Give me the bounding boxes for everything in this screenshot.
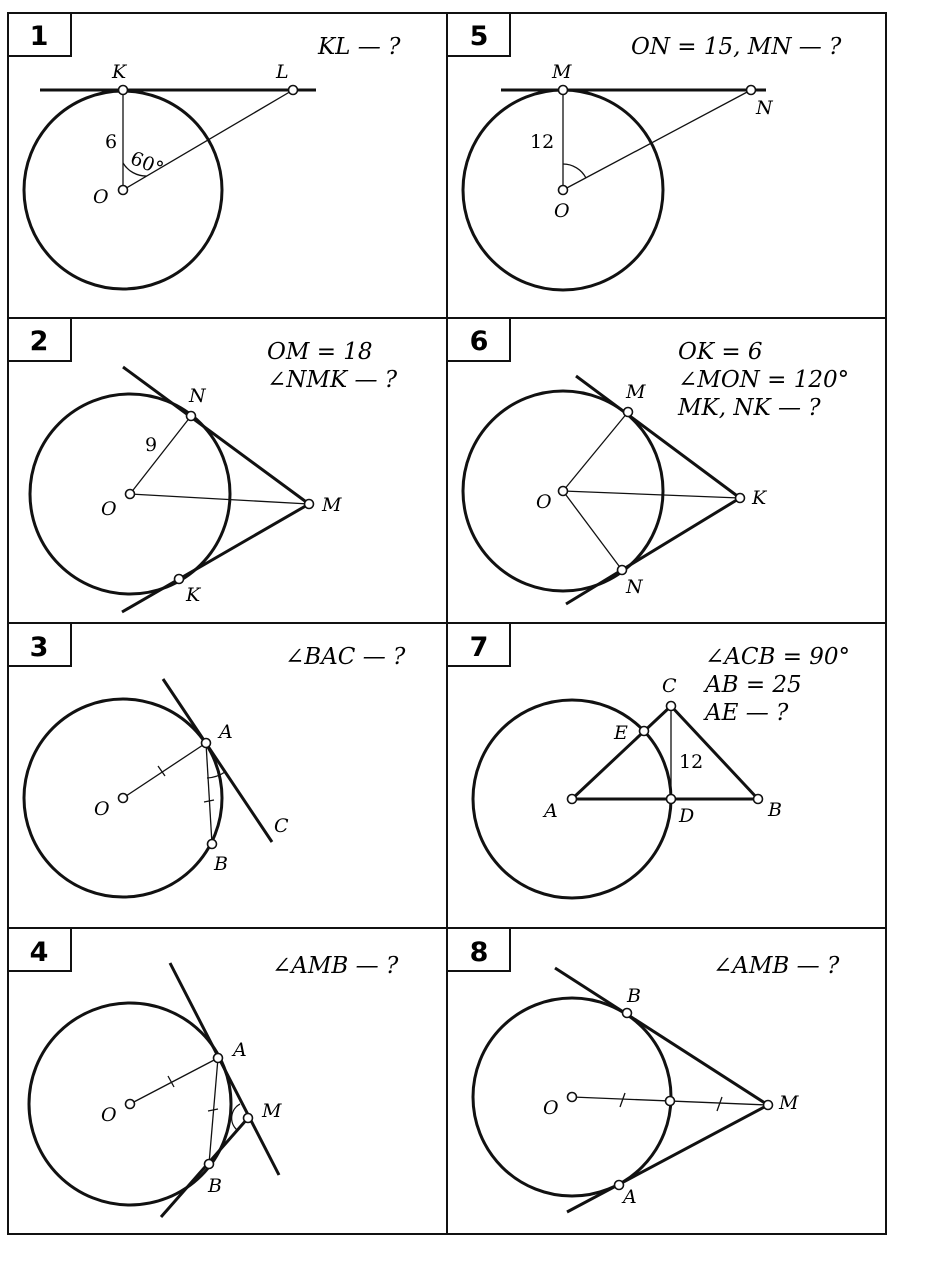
label-N: N bbox=[189, 385, 206, 407]
problem-6 bbox=[447, 318, 849, 604]
angle-arc bbox=[563, 164, 586, 178]
problem-number: 7 bbox=[469, 632, 489, 663]
label-O: O bbox=[94, 798, 110, 820]
task-line: ∠AMB — ? bbox=[272, 953, 399, 979]
point-O bbox=[568, 1093, 577, 1102]
radius-OM bbox=[563, 412, 628, 491]
label-K: K bbox=[752, 487, 767, 509]
chord-AB bbox=[206, 743, 212, 844]
point-M bbox=[764, 1101, 773, 1110]
label-O: O bbox=[93, 186, 109, 208]
task-line: KL — ? bbox=[318, 34, 401, 60]
tangent-B bbox=[161, 1118, 248, 1217]
segment-OK bbox=[563, 491, 740, 498]
point-O bbox=[119, 794, 128, 803]
tangent-MB bbox=[555, 968, 768, 1105]
radius-ON bbox=[563, 491, 622, 570]
label-B: B bbox=[214, 853, 228, 875]
problem-number: 2 bbox=[29, 326, 49, 357]
label-M: M bbox=[779, 1092, 799, 1114]
point-K bbox=[175, 575, 184, 584]
tangent-KN bbox=[566, 498, 740, 604]
label-C: C bbox=[274, 815, 289, 837]
point-K bbox=[119, 86, 128, 95]
point-O bbox=[119, 186, 128, 195]
problem-4 bbox=[8, 928, 399, 1217]
point-O bbox=[126, 490, 135, 499]
label-B: B bbox=[627, 985, 641, 1007]
label-C: C bbox=[662, 675, 677, 697]
label-D: D bbox=[679, 805, 695, 827]
point-E bbox=[640, 727, 649, 736]
label-M: M bbox=[626, 381, 646, 403]
point-mid bbox=[666, 1097, 675, 1106]
point-B bbox=[754, 795, 763, 804]
point-C bbox=[667, 702, 676, 711]
angle-arc bbox=[207, 772, 225, 778]
task-line: ON = 15, MN — ? bbox=[631, 34, 842, 60]
point-O bbox=[126, 1100, 135, 1109]
problem-2 bbox=[8, 318, 398, 612]
task-line-3: MK, NK — ? bbox=[678, 395, 821, 421]
task-line-2: ∠NMK — ? bbox=[267, 367, 398, 393]
point-N bbox=[187, 412, 196, 421]
angle-arc bbox=[232, 1104, 240, 1130]
problem-8 bbox=[447, 928, 840, 1212]
label-A: A bbox=[219, 721, 233, 743]
point-D bbox=[667, 795, 676, 804]
label-K: K bbox=[112, 61, 127, 83]
problem-number: 3 bbox=[29, 632, 49, 663]
point-L bbox=[289, 86, 298, 95]
point-N bbox=[747, 86, 756, 95]
segment-OM bbox=[130, 494, 309, 504]
task-line-1: OM = 18 bbox=[267, 339, 373, 365]
problem-5 bbox=[447, 13, 842, 290]
tick-1 bbox=[620, 1093, 625, 1107]
problem-number: 1 bbox=[29, 21, 49, 52]
point-A bbox=[568, 795, 577, 804]
point-B bbox=[205, 1160, 214, 1169]
angle-value: 60° bbox=[127, 147, 167, 181]
segment-ON bbox=[563, 90, 751, 190]
radius-OA bbox=[123, 743, 206, 798]
point-A bbox=[214, 1054, 223, 1063]
radius-value: 12 bbox=[530, 131, 555, 153]
problem-number: 8 bbox=[469, 937, 489, 968]
task-line: ∠BAC — ? bbox=[285, 644, 406, 670]
point-M bbox=[305, 500, 314, 509]
height-value: 12 bbox=[679, 751, 704, 773]
task-line-1: ∠ACB = 90° bbox=[705, 644, 851, 670]
label-O: O bbox=[554, 200, 570, 222]
label-O: O bbox=[543, 1097, 559, 1119]
point-O bbox=[559, 487, 568, 496]
point-B bbox=[208, 840, 217, 849]
point-M bbox=[244, 1114, 253, 1123]
task-line-2: AB = 25 bbox=[705, 672, 802, 698]
point-A bbox=[202, 739, 211, 748]
point-K bbox=[736, 494, 745, 503]
label-M: M bbox=[262, 1100, 282, 1122]
point-M bbox=[624, 408, 633, 417]
radius-value: 6 bbox=[105, 131, 118, 153]
label-B: B bbox=[208, 1175, 222, 1197]
problem-1 bbox=[8, 13, 401, 289]
task-line-3: AE — ? bbox=[705, 700, 789, 726]
task-line-1: OK = 6 bbox=[678, 339, 763, 365]
task-line-2: ∠MON = 120° bbox=[678, 367, 850, 393]
problem-number: 5 bbox=[469, 21, 489, 52]
label-N: N bbox=[756, 97, 773, 119]
label-E: E bbox=[614, 722, 628, 744]
point-M bbox=[559, 86, 568, 95]
task-line: ∠AMB — ? bbox=[713, 953, 840, 979]
problem-7 bbox=[447, 623, 850, 898]
label-A: A bbox=[544, 800, 558, 822]
label-O: O bbox=[101, 498, 117, 520]
point-O bbox=[559, 186, 568, 195]
label-M: M bbox=[552, 61, 572, 83]
label-L: L bbox=[276, 61, 289, 83]
problem-number: 4 bbox=[29, 937, 49, 968]
problem-3 bbox=[8, 623, 406, 897]
radius-OA bbox=[130, 1058, 218, 1104]
label-B: B bbox=[768, 799, 782, 821]
label-K: K bbox=[186, 584, 201, 606]
label-M: M bbox=[322, 494, 342, 516]
label-O: O bbox=[536, 491, 552, 513]
point-N bbox=[618, 566, 627, 575]
tick-2 bbox=[717, 1097, 722, 1111]
problem-number: 6 bbox=[469, 326, 489, 357]
label-A: A bbox=[233, 1039, 247, 1061]
radius-value: 9 bbox=[145, 434, 158, 456]
label-N: N bbox=[626, 576, 643, 598]
radius-ON bbox=[130, 416, 191, 494]
label-A: A bbox=[623, 1186, 637, 1208]
label-O: O bbox=[101, 1104, 117, 1126]
point-B bbox=[623, 1009, 632, 1018]
side-AC bbox=[572, 706, 671, 799]
tangent-MK bbox=[122, 504, 309, 612]
